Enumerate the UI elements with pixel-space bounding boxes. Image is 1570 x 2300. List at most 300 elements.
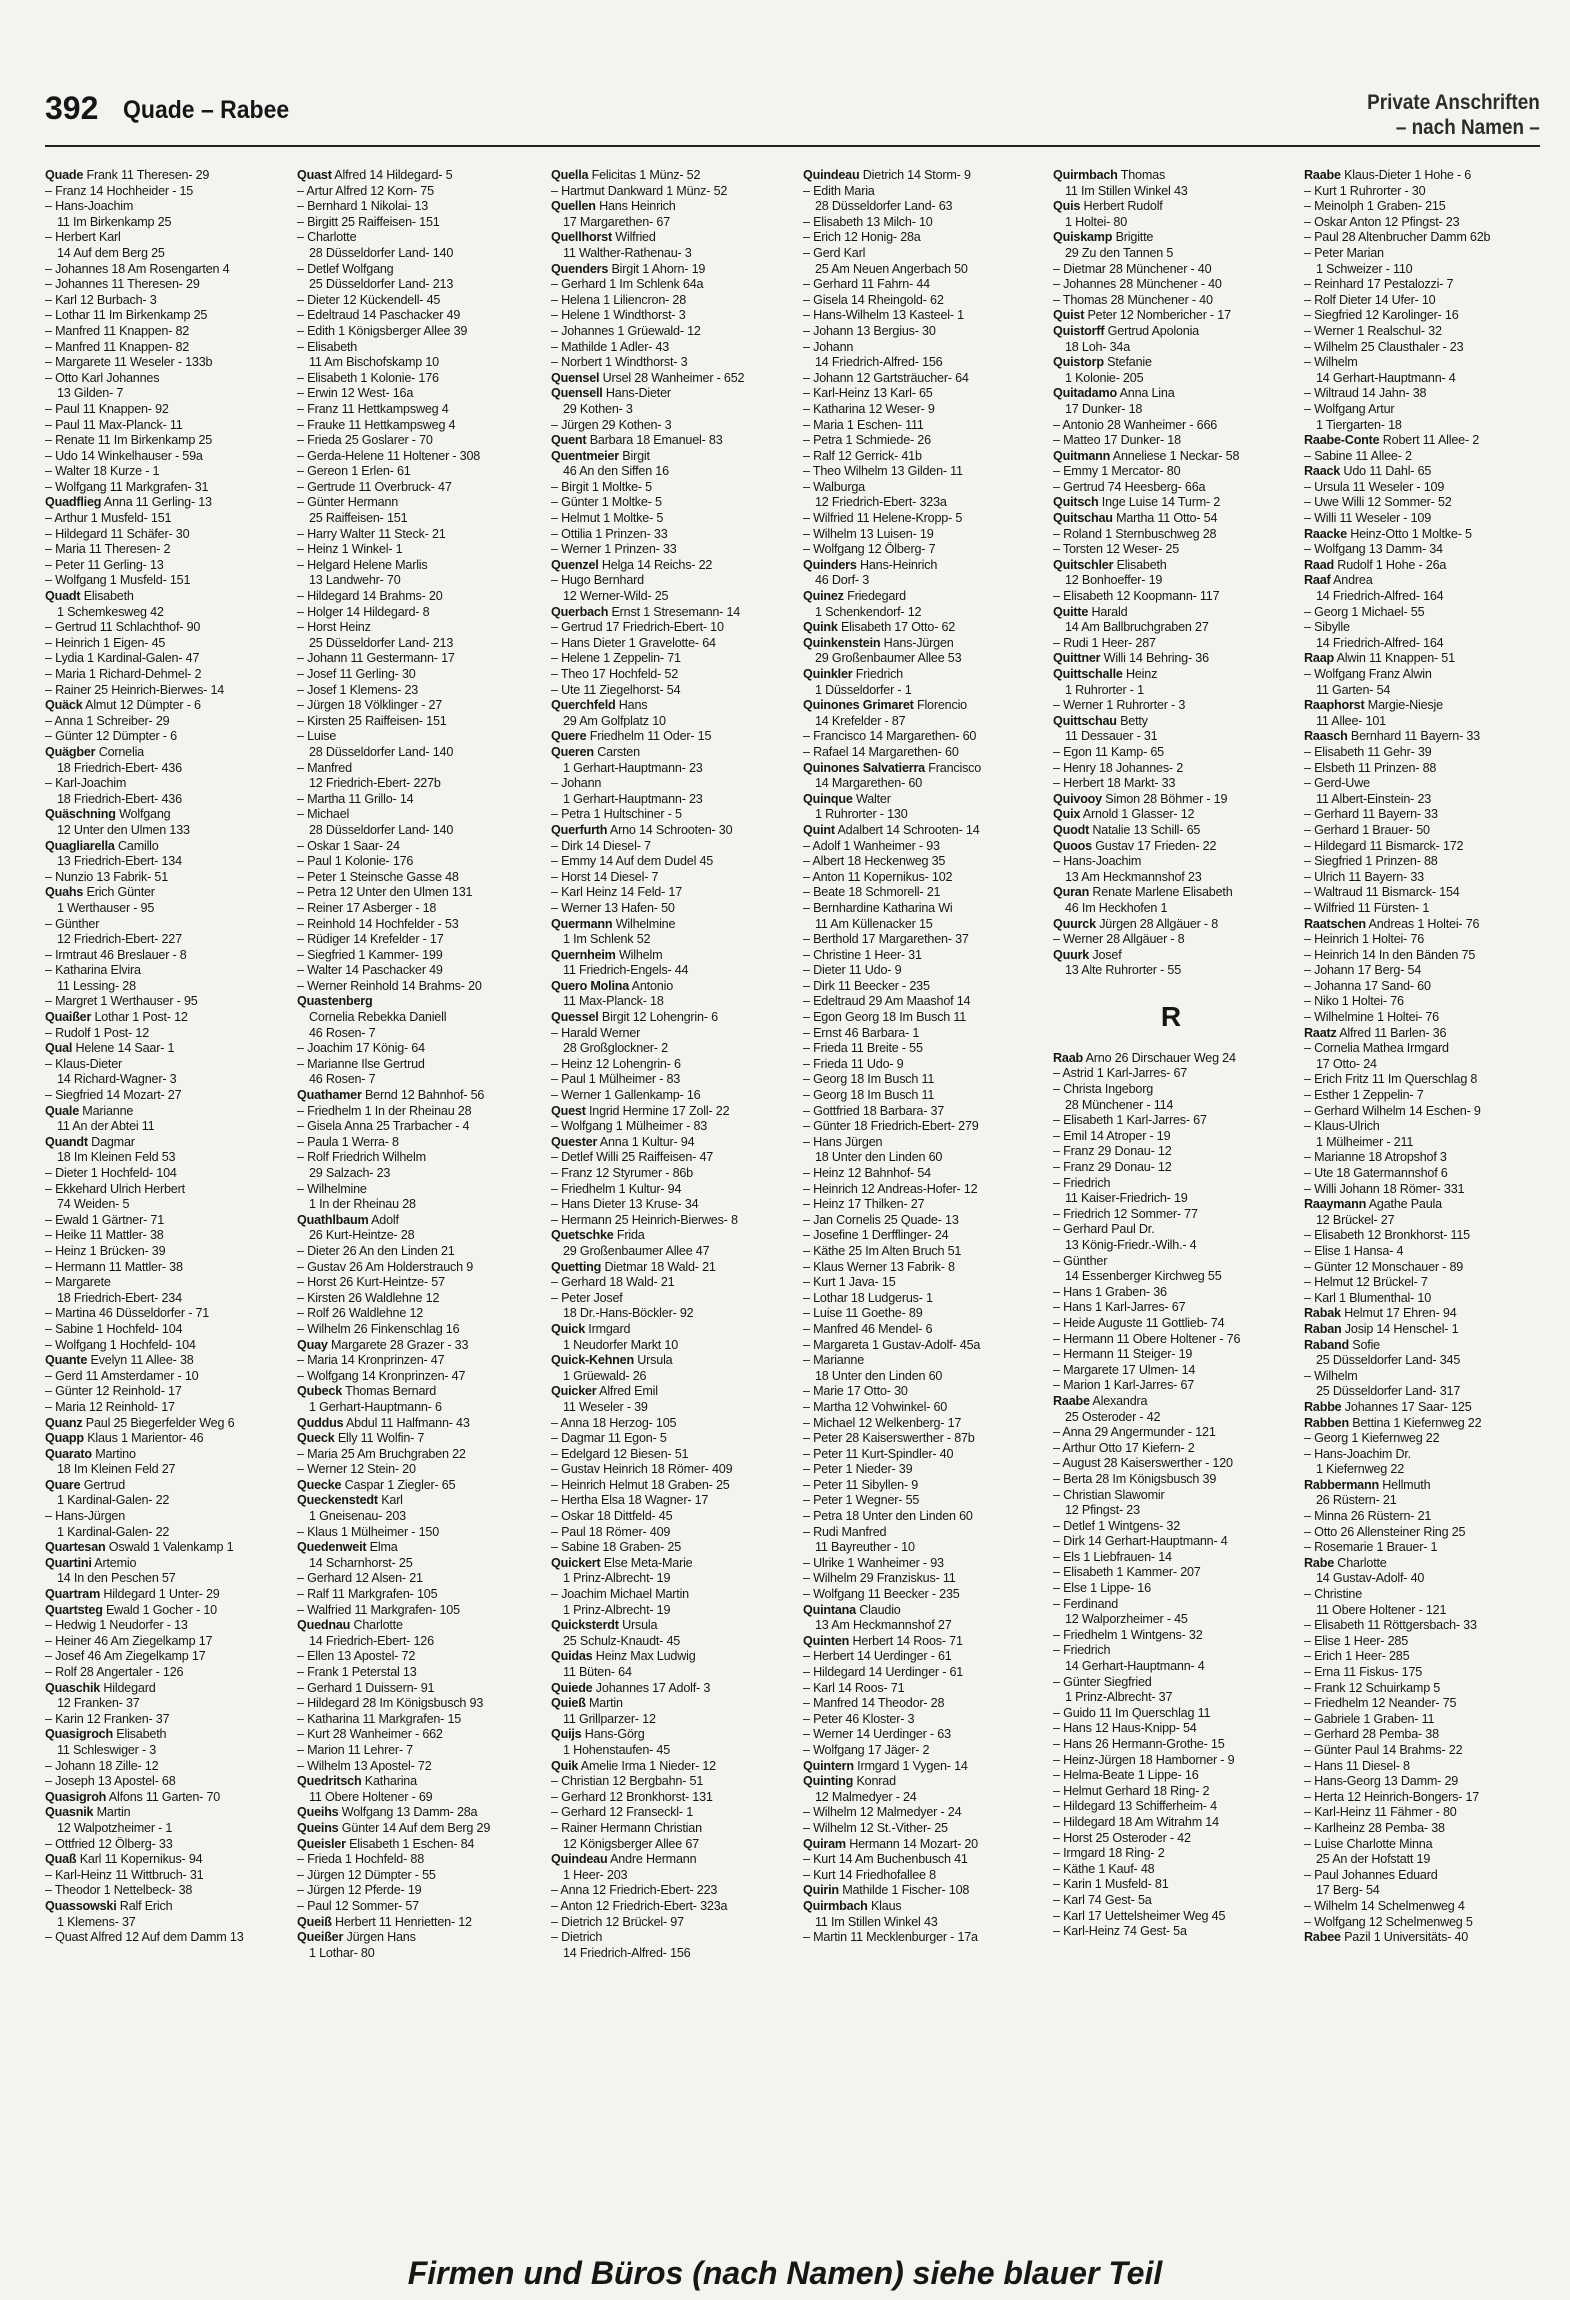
directory-entry bbox=[1304, 1649, 1540, 1665]
entry-text: – Gisela 14 Rheingold- 62 bbox=[803, 292, 944, 307]
entry-text: – Frieda 25 Goslarer - 70 bbox=[297, 433, 433, 448]
entry-text: – Sabine 11 Allee- 2 bbox=[1304, 448, 1412, 463]
directory-entry bbox=[297, 1587, 533, 1603]
entry-text: – Rudi Manfred bbox=[803, 1524, 887, 1539]
entry-text: – Helgard Helene Marlis bbox=[297, 557, 428, 572]
entry-text: – Hertha Elsa 18 Wagner- 17 bbox=[551, 1493, 709, 1508]
entry-text: Thomas bbox=[1117, 168, 1166, 182]
directory-entry bbox=[803, 1571, 1039, 1587]
directory-entry bbox=[45, 1712, 281, 1728]
entry-text: – Oskar Anton 12 Pfingst- 23 bbox=[1304, 214, 1460, 229]
entry-text: 11 Schleswiger - 3 bbox=[57, 1742, 157, 1757]
directory-entry bbox=[297, 1400, 533, 1416]
entry-text: – Wolfgang Artur bbox=[1304, 401, 1395, 416]
entry-text: – Frauke 11 Hettkampsweg 4 bbox=[297, 417, 456, 432]
surname: Quäschning bbox=[45, 807, 116, 822]
directory-entry bbox=[1053, 1846, 1289, 1862]
directory-entry bbox=[297, 1883, 533, 1899]
directory-entry bbox=[551, 1400, 787, 1416]
entry-text: Evelyn 11 Allee- 38 bbox=[87, 1353, 194, 1368]
surname: Quade bbox=[45, 168, 84, 182]
directory-entry bbox=[551, 293, 787, 309]
entry-text: – Matteo 17 Dunker- 18 bbox=[1053, 433, 1181, 448]
directory-entry bbox=[1053, 511, 1289, 527]
surname: Raacke bbox=[1304, 526, 1347, 541]
directory-entry bbox=[1053, 823, 1289, 839]
entry-text: 11 Lessing- 28 bbox=[57, 978, 136, 993]
directory-entry bbox=[1053, 573, 1289, 589]
header-rule bbox=[45, 145, 1540, 147]
directory-entry bbox=[45, 1291, 281, 1307]
entry-text: – Walter 14 Paschacker 49 bbox=[297, 963, 443, 978]
directory-entry bbox=[45, 1852, 281, 1868]
directory-entry bbox=[297, 714, 533, 730]
entry-text: – Ralf 11 Markgrafen- 105 bbox=[297, 1587, 438, 1602]
directory-entry bbox=[803, 215, 1039, 231]
directory-entry bbox=[297, 168, 533, 184]
entry-text: – Gerhard 1 Brauer- 50 bbox=[1304, 822, 1430, 837]
entry-text: – Antonio 28 Wanheimer - 666 bbox=[1053, 417, 1218, 432]
entry-text: 1 Ruhrorter - 1 bbox=[1065, 682, 1144, 697]
entry-text: 12 Walporzheimer - 45 bbox=[1065, 1612, 1188, 1627]
directory-entry bbox=[803, 761, 1039, 777]
entry-text: – Marie 17 Otto- 30 bbox=[803, 1384, 908, 1399]
directory-entry bbox=[551, 1166, 787, 1182]
directory-entry bbox=[297, 293, 533, 309]
directory-entry bbox=[297, 1119, 533, 1135]
entry-text: – Günter Paul 14 Brahms- 22 bbox=[1304, 1742, 1463, 1757]
entry-text: Simon 28 Böhmer - 19 bbox=[1101, 791, 1228, 806]
entry-text: Alfred 11 Barlen- 36 bbox=[1336, 1025, 1447, 1040]
surname: Quinders bbox=[803, 557, 857, 572]
directory-entry bbox=[803, 917, 1039, 933]
entry-text: – Gerd-Uwe bbox=[1304, 776, 1370, 791]
entry-text: – Emil 14 Atroper - 19 bbox=[1053, 1128, 1171, 1143]
entry-text: Elisabeth bbox=[112, 1727, 167, 1742]
entry-text: – Günter 12 Reinhold- 17 bbox=[45, 1384, 182, 1399]
entry-text: 11 Bayreuther - 10 bbox=[815, 1540, 915, 1555]
directory-entry bbox=[1304, 1837, 1540, 1853]
directory-entry bbox=[297, 1462, 533, 1478]
directory-entry bbox=[45, 1306, 281, 1322]
directory-entry bbox=[1053, 1269, 1289, 1285]
entry-text: – Christine 1 Heer- 31 bbox=[803, 947, 922, 962]
directory-entry bbox=[1053, 1675, 1289, 1691]
directory-entry bbox=[1304, 1088, 1540, 1104]
entry-text: 17 Dunker- 18 bbox=[1065, 401, 1143, 416]
entry-text: – Georg 18 Im Busch 11 bbox=[803, 1072, 935, 1087]
entry-text: 25 An der Hofstatt 19 bbox=[1316, 1852, 1431, 1867]
directory-entry bbox=[803, 792, 1039, 808]
directory-entry bbox=[297, 1260, 533, 1276]
directory-entry bbox=[1304, 1883, 1540, 1899]
entry-text: – Hermann 11 Mattler- 38 bbox=[45, 1259, 183, 1274]
directory-entry bbox=[1053, 246, 1289, 262]
entry-text: – Helene 1 Zeppelin- 71 bbox=[551, 651, 681, 666]
surname: Querfurth bbox=[551, 822, 608, 837]
directory-entry bbox=[45, 1260, 281, 1276]
entry-text: – Joachim Michael Martin bbox=[551, 1587, 689, 1602]
directory-entry bbox=[1053, 1441, 1289, 1457]
entry-text: – Marianne bbox=[803, 1353, 865, 1368]
entry-text: – Hans-Joachim Dr. bbox=[1304, 1446, 1411, 1461]
surname: Qubeck bbox=[297, 1384, 342, 1399]
directory-entry bbox=[1053, 1815, 1289, 1831]
directory-entry bbox=[1053, 449, 1289, 465]
surname: Quick bbox=[551, 1321, 585, 1336]
entry-text: – Gerhard 1 Im Schlenk 64a bbox=[551, 277, 704, 292]
directory-entry bbox=[1053, 1503, 1289, 1519]
directory-entry bbox=[1053, 870, 1289, 886]
directory-entry bbox=[803, 542, 1039, 558]
surname: Quella bbox=[551, 168, 589, 182]
directory-entry bbox=[297, 246, 533, 262]
surname: Quagliarella bbox=[45, 838, 115, 853]
directory-entry bbox=[803, 1603, 1039, 1619]
entry-text: Helga 14 Reichs- 22 bbox=[598, 557, 713, 572]
entry-text: – Irmgard 18 Ring- 2 bbox=[1053, 1846, 1165, 1861]
directory-entry bbox=[803, 324, 1039, 340]
directory-entry bbox=[551, 1384, 787, 1400]
surname: Quester bbox=[551, 1134, 598, 1149]
entry-text: 46 Rosen- 7 bbox=[309, 1025, 376, 1040]
entry-text: – Rudi 1 Heer- 287 bbox=[1053, 635, 1156, 650]
directory-entry bbox=[1304, 683, 1540, 699]
entry-text: 18 Im Kleinen Feld 27 bbox=[57, 1462, 176, 1477]
entry-text: 1 Gerhart-Hauptmann- 6 bbox=[309, 1399, 442, 1414]
surname: Raad bbox=[1304, 557, 1334, 572]
directory-entry bbox=[297, 1837, 533, 1853]
entry-text: – Hans 12 Haus-Knipp- 54 bbox=[1053, 1721, 1197, 1736]
entry-text: 11 Im Stillen Winkel 43 bbox=[1065, 183, 1188, 198]
directory-entry bbox=[45, 807, 281, 823]
directory-entry bbox=[1304, 199, 1540, 215]
entry-text: – Rafael 14 Margarethen- 60 bbox=[803, 744, 959, 759]
surname: Quinten bbox=[803, 1633, 850, 1648]
directory-entry bbox=[45, 667, 281, 683]
entry-text: – Hildegard 14 Brahms- 20 bbox=[297, 589, 443, 604]
directory-entry bbox=[803, 1104, 1039, 1120]
directory-entry bbox=[1304, 761, 1540, 777]
entry-text: – Dirk 14 Diesel- 7 bbox=[551, 838, 651, 853]
entry-text: Frank 11 Theresen- 29 bbox=[83, 168, 210, 182]
surname: Quastenberg bbox=[297, 994, 373, 1009]
directory-entry bbox=[297, 745, 533, 761]
surname: Raabe bbox=[1053, 1393, 1090, 1408]
surname: Quinez bbox=[803, 589, 844, 604]
entry-text: – Sibylle bbox=[1304, 620, 1350, 635]
entry-text: Josip 14 Henschel- 1 bbox=[1341, 1321, 1459, 1336]
entry-text: Amelie Irma 1 Nieder- 12 bbox=[578, 1758, 716, 1773]
directory-entry bbox=[45, 761, 281, 777]
entry-text: – Frank 1 Peterstal 13 bbox=[297, 1665, 417, 1679]
directory-entry bbox=[45, 246, 281, 262]
entry-text: – Bernhard 1 Nikolai- 13 bbox=[297, 199, 429, 214]
entry-text: – Oskar 1 Saar- 24 bbox=[297, 838, 400, 853]
directory-entry bbox=[803, 433, 1039, 449]
entry-text: – Niko 1 Holtei- 76 bbox=[1304, 994, 1404, 1009]
entry-text: – Mathilde 1 Adler- 43 bbox=[551, 339, 670, 354]
entry-text: – Marianne 18 Atropshof 3 bbox=[1304, 1150, 1447, 1165]
directory-entry bbox=[297, 1026, 533, 1042]
directory-entry bbox=[803, 1244, 1039, 1260]
directory-entry bbox=[803, 1291, 1039, 1307]
entry-text: – Klaus Werner 13 Fabrik- 8 bbox=[803, 1259, 955, 1274]
directory-entry bbox=[297, 1493, 533, 1509]
entry-text: – Wilhelm 12 Malmedyer - 24 bbox=[803, 1805, 962, 1820]
directory-entry bbox=[297, 1291, 533, 1307]
directory-entry bbox=[1053, 1519, 1289, 1535]
entry-text: – Herbert Karl bbox=[45, 230, 121, 245]
directory-entry bbox=[1053, 1285, 1289, 1301]
entry-text: – Edelgard 12 Biesen- 51 bbox=[551, 1446, 689, 1461]
entry-text: Elisabeth 17 Otto- 62 bbox=[837, 620, 956, 635]
entry-text: Wilfried bbox=[611, 230, 656, 245]
entry-text: – Horst 25 Osteroder - 42 bbox=[1053, 1830, 1191, 1845]
entry-text: – Walfried 11 Markgrafen- 105 bbox=[297, 1602, 460, 1617]
entry-text: – Sabine 1 Hochfeld- 104 bbox=[45, 1321, 183, 1336]
entry-text: – Birgit 1 Moltke- 5 bbox=[551, 479, 652, 494]
entry-text: 18 Dr.-Hans-Böckler- 92 bbox=[563, 1306, 694, 1321]
directory-entry bbox=[551, 1010, 787, 1026]
directory-entry bbox=[297, 1228, 533, 1244]
directory-entry bbox=[297, 1447, 533, 1463]
directory-entry bbox=[803, 605, 1039, 621]
entry-text: – Gerd Karl bbox=[803, 245, 866, 260]
directory-entry bbox=[45, 1213, 281, 1229]
directory-entry bbox=[551, 558, 787, 574]
directory-entry bbox=[803, 1509, 1039, 1525]
directory-entry bbox=[45, 823, 281, 839]
entry-text: – Lothar 18 Ludgerus- 1 bbox=[803, 1290, 933, 1305]
entry-text: Heinz Max Ludwig bbox=[592, 1649, 696, 1664]
surname: Quaschik bbox=[45, 1680, 101, 1695]
directory-entry bbox=[45, 1774, 281, 1790]
surname: Quiram bbox=[803, 1836, 846, 1851]
surname: Raatz bbox=[1304, 1025, 1337, 1040]
surname: Qual bbox=[45, 1041, 73, 1056]
surname: Raaf bbox=[1304, 573, 1331, 588]
entry-text: Irmgard 1 Vygen- 14 bbox=[853, 1758, 968, 1773]
surname: Quadt bbox=[45, 589, 81, 604]
directory-entry bbox=[297, 324, 533, 340]
entry-text: – Rosemarie 1 Brauer- 1 bbox=[1304, 1540, 1438, 1555]
directory-entry bbox=[45, 449, 281, 465]
directory-entry bbox=[1053, 402, 1289, 418]
entry-text: – Friedrich bbox=[1053, 1643, 1111, 1658]
directory-entry bbox=[297, 230, 533, 246]
directory-entry bbox=[551, 745, 787, 761]
directory-entry bbox=[45, 371, 281, 387]
directory-entry bbox=[297, 1416, 533, 1432]
entry-text: 74 Weiden- 5 bbox=[57, 1197, 130, 1212]
directory-entry bbox=[1053, 854, 1289, 870]
directory-entry bbox=[297, 1509, 533, 1525]
entry-text: Dietrich 14 Storm- 9 bbox=[859, 168, 971, 182]
directory-entry bbox=[45, 1915, 281, 1931]
directory-entry bbox=[297, 948, 533, 964]
entry-text: 17 Margarethen- 67 bbox=[563, 214, 671, 229]
directory-entry bbox=[803, 1478, 1039, 1494]
directory-entry bbox=[803, 308, 1039, 324]
entry-text: Anna 1 Kultur- 94 bbox=[597, 1134, 695, 1149]
entry-text: – Else 1 Lippe- 16 bbox=[1053, 1581, 1151, 1596]
surname: Quitte bbox=[1053, 604, 1089, 619]
entry-text: – Gertrud 11 Schlachthof- 90 bbox=[45, 620, 201, 635]
directory-entry bbox=[803, 558, 1039, 574]
directory-entry bbox=[551, 807, 787, 823]
entry-text: – Günther bbox=[1053, 1253, 1108, 1268]
entry-text: Hildegard bbox=[100, 1680, 156, 1695]
entry-text: – Wilhelm bbox=[1304, 1368, 1358, 1383]
directory-entry bbox=[297, 1057, 533, 1073]
entry-text: – Werner 1 Prinzen- 33 bbox=[551, 542, 677, 557]
directory-entry bbox=[551, 1228, 787, 1244]
surname: Quarato bbox=[45, 1446, 92, 1461]
surname: Quicksterdt bbox=[551, 1618, 619, 1633]
entry-text: – Wolfgang 12 Schelmenweg 5 bbox=[1304, 1914, 1473, 1929]
directory-entry bbox=[1304, 1197, 1540, 1213]
directory-entry bbox=[551, 1057, 787, 1073]
directory-entry bbox=[45, 1634, 281, 1650]
directory-entry bbox=[297, 870, 533, 886]
entry-text: – Petra 1 Hultschiner - 5 bbox=[551, 807, 682, 822]
entry-text: – Horst 26 Kurt-Heintze- 57 bbox=[297, 1275, 445, 1290]
entry-text: – Kurt 28 Wanheimer - 662 bbox=[297, 1727, 443, 1742]
entry-text: – Irmtraut 46 Breslauer - 8 bbox=[45, 947, 187, 962]
directory-entry bbox=[551, 1447, 787, 1463]
entry-text: Klaus-Dieter 1 Hohe - 6 bbox=[1340, 168, 1472, 182]
column-6 bbox=[1304, 168, 1540, 2218]
entry-text: Betty bbox=[1116, 713, 1148, 728]
entry-text: Hans bbox=[615, 698, 648, 713]
entry-text: Elisabeth 1 Eschen- 84 bbox=[345, 1836, 475, 1851]
entry-text: – Anna 18 Herzog- 105 bbox=[551, 1415, 677, 1430]
entry-text: Martino bbox=[91, 1446, 136, 1461]
entry-text: Hermann 14 Mozart- 20 bbox=[845, 1836, 978, 1851]
entry-text: Dagmar bbox=[87, 1134, 135, 1149]
entry-text: – Gottfried 18 Barbara- 37 bbox=[803, 1103, 945, 1118]
entry-text: – Günter 12 Dümpter - 6 bbox=[45, 729, 177, 744]
directory-entry bbox=[297, 511, 533, 527]
entry-text: 46 Rosen- 7 bbox=[309, 1072, 376, 1087]
directory-entry bbox=[297, 605, 533, 621]
directory-entry bbox=[803, 1057, 1039, 1073]
directory-entry bbox=[803, 1649, 1039, 1665]
directory-entry bbox=[45, 464, 281, 480]
surname: Quurck bbox=[1053, 916, 1096, 931]
section-title-line1: Private Anschriften bbox=[1367, 91, 1540, 114]
directory-entry bbox=[551, 418, 787, 434]
directory-entry bbox=[1304, 1696, 1540, 1712]
directory-entry bbox=[1304, 573, 1540, 589]
directory-entry bbox=[1304, 620, 1540, 636]
entry-text: – Karin 1 Musfeld- 81 bbox=[1053, 1877, 1169, 1892]
entry-text: 11 Im Stillen Winkel 43 bbox=[815, 1914, 938, 1929]
directory-entry bbox=[45, 293, 281, 309]
directory-entry bbox=[551, 1182, 787, 1198]
directory-entry bbox=[551, 620, 787, 636]
entry-text: – Marianne Ilse Gertrud bbox=[297, 1056, 425, 1071]
entry-text: – Hedwig 1 Neudorfer - 13 bbox=[45, 1618, 188, 1633]
entry-text: – Elsbeth 11 Prinzen- 88 bbox=[1304, 760, 1437, 775]
directory-entry bbox=[803, 745, 1039, 761]
surname: Rabbermann bbox=[1304, 1477, 1379, 1492]
entry-text: – Reiner 17 Asberger - 18 bbox=[297, 900, 437, 915]
entry-text: Antonio bbox=[629, 978, 673, 993]
directory-entry bbox=[803, 1135, 1039, 1151]
entry-text: Bettina 1 Kiefernweg 22 bbox=[1348, 1415, 1482, 1430]
directory-entry bbox=[551, 511, 787, 527]
entry-text: Caspar 1 Ziegler- 65 bbox=[341, 1477, 456, 1492]
directory-entry bbox=[45, 1150, 281, 1166]
entry-text: – Ulrike 1 Wanheimer - 93 bbox=[803, 1555, 944, 1570]
column-2 bbox=[297, 168, 533, 2218]
directory-entry bbox=[803, 1088, 1039, 1104]
entry-text: – Hans 11 Diesel- 8 bbox=[1304, 1758, 1410, 1773]
entry-text: – Heinrich 1 Holtei- 76 bbox=[1304, 932, 1424, 947]
directory-entry bbox=[1304, 1275, 1540, 1291]
entry-text: 11 Am Küllenacker 15 bbox=[815, 916, 933, 931]
directory-entry bbox=[803, 1587, 1039, 1603]
entry-text: – Lydia 1 Kardinal-Galen- 47 bbox=[45, 651, 200, 666]
directory-entry bbox=[803, 1431, 1039, 1447]
surname: Raasch bbox=[1304, 729, 1348, 744]
directory-entry bbox=[803, 1774, 1039, 1790]
entry-text: Bernhard 11 Bayern- 33 bbox=[1347, 729, 1480, 744]
directory-entry bbox=[45, 1493, 281, 1509]
directory-entry bbox=[297, 480, 533, 496]
directory-entry bbox=[551, 917, 787, 933]
entry-text: 12 Walpotzheimer - 1 bbox=[57, 1820, 173, 1835]
directory-entry bbox=[297, 277, 533, 293]
entry-text: – Gustav Heinrich 18 Römer- 409 bbox=[551, 1462, 733, 1477]
surname: Queckenstedt bbox=[297, 1493, 378, 1508]
directory-entry bbox=[1053, 1690, 1289, 1706]
entry-text: – Anton 12 Friedrich-Ebert- 323a bbox=[551, 1898, 728, 1913]
entry-text: 13 Landwehr- 70 bbox=[309, 573, 401, 588]
entry-text: – Käthe 25 Im Alten Bruch 51 bbox=[803, 1243, 962, 1258]
entry-text: – Thomas 28 Münchener - 40 bbox=[1053, 292, 1213, 307]
entry-text: – Hermann 11 Steiger- 19 bbox=[1053, 1347, 1193, 1362]
entry-text: – Georg 1 Kiefernweg 22 bbox=[1304, 1431, 1440, 1446]
directory-entry bbox=[1304, 792, 1540, 808]
column-5 bbox=[1053, 168, 1289, 2218]
entry-text: – Harald Werner bbox=[551, 1025, 641, 1040]
entry-text: – Herta 12 Heinrich-Bongers- 17 bbox=[1304, 1789, 1480, 1804]
entry-text: – Gerhard Wilhelm 14 Eschen- 9 bbox=[1304, 1103, 1481, 1118]
directory-entry bbox=[1304, 1774, 1540, 1790]
directory-entry bbox=[297, 215, 533, 231]
entry-text: 12 Unter den Ulmen 133 bbox=[57, 822, 190, 837]
entry-text: Stefanie bbox=[1103, 355, 1152, 370]
directory-entry bbox=[45, 745, 281, 761]
directory-entry bbox=[551, 1104, 787, 1120]
surname: Queiß bbox=[297, 1914, 332, 1929]
entry-text: – Johannes 11 Theresen- 29 bbox=[45, 277, 200, 292]
entry-text: 14 Friedrich-Alfred- 164 bbox=[1316, 635, 1444, 650]
surname: Quirin bbox=[803, 1883, 839, 1898]
entry-text: Andreas 1 Holtei- 76 bbox=[1365, 916, 1480, 931]
entry-text: 29 Großenbaumer Allee 47 bbox=[563, 1243, 710, 1258]
entry-text: 1 Prinz-Albrecht- 37 bbox=[1065, 1690, 1173, 1705]
directory-entry bbox=[1304, 1072, 1540, 1088]
directory-entry bbox=[1053, 761, 1289, 777]
directory-entry bbox=[803, 495, 1039, 511]
entry-text: 1 Gneisenau- 203 bbox=[309, 1509, 406, 1524]
directory-entry bbox=[297, 1743, 533, 1759]
entry-text: Konrad bbox=[853, 1774, 896, 1789]
